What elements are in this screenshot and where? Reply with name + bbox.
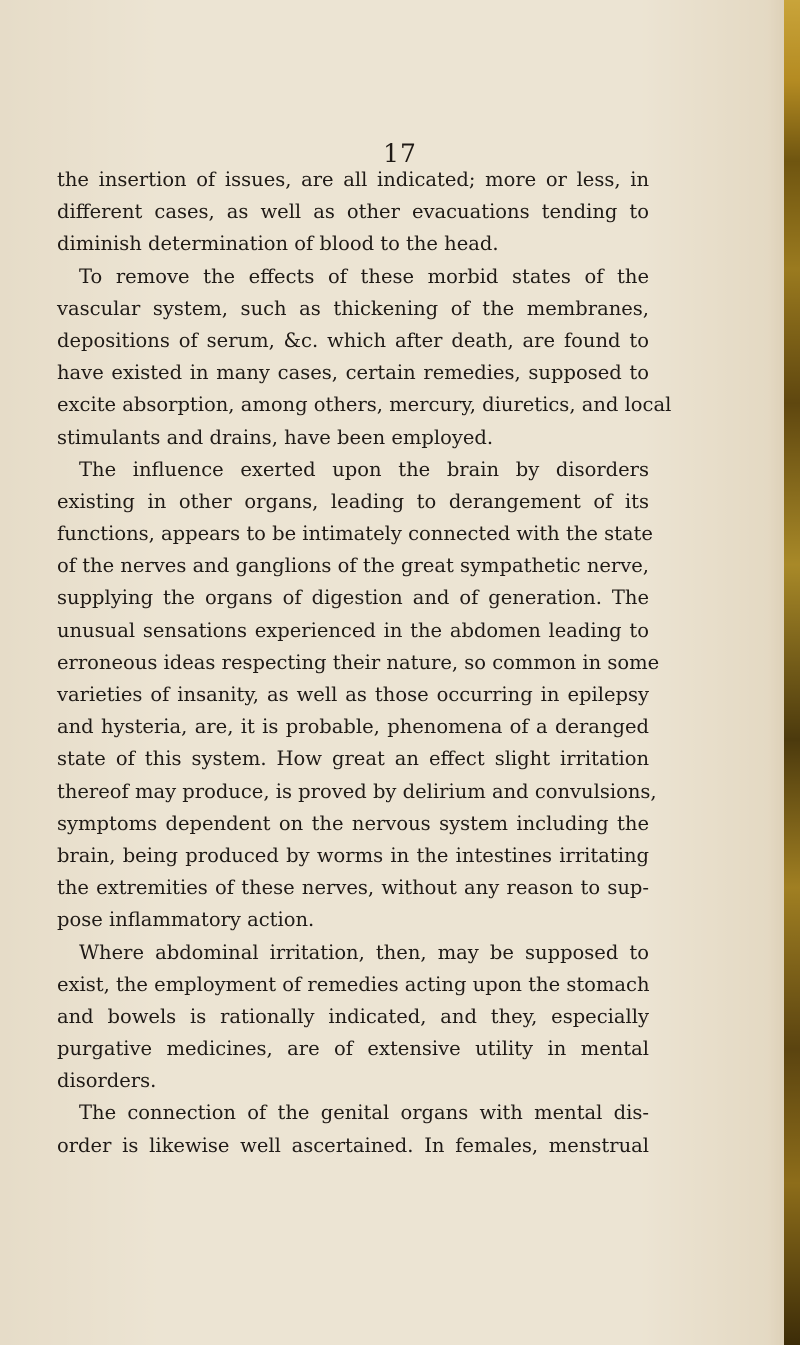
text-line: order is likewise well ascertained. In females, menstrual (57, 1133, 649, 1157)
text-line: depositions of serum, &c. which after death, are found to (57, 328, 649, 352)
text-line: purgative medicines, are of extensive utility in mental (57, 1037, 649, 1061)
text-line: existing in other organs, leading to derangement of its (57, 489, 649, 513)
text-line: the insertion of issues, are all indicated; more or less, in (57, 168, 649, 191)
text-line: brain, being produced by worms in the intestines irritating (57, 843, 649, 867)
text-line: symptoms dependent on the nervous system including the (57, 811, 649, 835)
text-line: vascular system, such as thickening of the membranes, (57, 296, 649, 320)
text-line: functions, appears to be intimately connected with the state (57, 522, 653, 546)
text-line: disorders. (57, 1069, 157, 1093)
text-line: The connection of the genital organs with mental dis- (79, 1101, 649, 1125)
text-line: pose inflammatory action. (57, 908, 315, 932)
text-line: of the nerves and ganglions of the great sympathetic nerve, (57, 554, 649, 578)
text-line: and bowels is rationally indicated, and they, especially (57, 1004, 649, 1028)
text-line: varieties of insanity, as well as those occurring in epilepsy (57, 683, 649, 706)
body-text (57, 164, 672, 1162)
text-line: supplying the organs of digestion and of generation. The (57, 586, 649, 610)
text-line: exist, the employment of remedies acting upon the stomach (57, 972, 650, 996)
text-line: different cases, as well as other evacuations tending to (57, 200, 649, 224)
text-line: erroneous ideas respecting their nature, so common in some (57, 650, 660, 674)
page-number: 17 (383, 139, 417, 168)
page-binding-edge (784, 0, 800, 1345)
text-line: The influence exerted upon the brain by disorders (79, 457, 649, 481)
text-line: thereof may produce, is proved by delirium and convulsions, (57, 779, 657, 803)
text-line: Where abdominal irritation, then, may be supposed to (79, 940, 649, 964)
text-line: unusual sensations experienced in the abdomen leading to (57, 618, 649, 642)
text-line: and hysteria, are, it is probable, phenomena of a deranged (57, 715, 649, 739)
text-line: diminish determination of blood to the head. (57, 232, 499, 256)
text-line: state of this system. How great an effect slight irritation (57, 747, 649, 771)
text-line: have existed in many cases, certain remedies, supposed to (57, 361, 649, 385)
text-line: the extremities of these nerves, without any reason to sup- (57, 876, 649, 900)
text-line: excite absorption, among others, mercury, diuretics, and local (57, 393, 672, 417)
text-line: To remove the effects of these morbid states of the (79, 264, 649, 288)
text-line: stimulants and drains, have been employed. (57, 425, 494, 449)
